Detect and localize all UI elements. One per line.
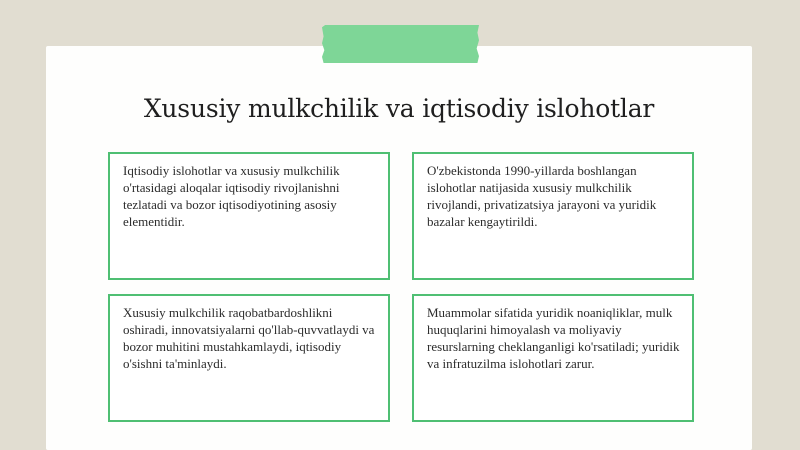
info-card-4 xyxy=(412,294,694,422)
info-card-4-text: Muammolar sifatida yuridik noaniqliklar, mulk huquqlarini himoyalash va moliyaviy resurslarning cheklanganligi ko'rsatiladi; yuridik va infratuzilma islohotlari zarur. xyxy=(427,305,680,371)
info-card-2 xyxy=(412,152,694,280)
info-card-3-text: Xususiy mulkchilik raqobatbardoshlikni oshiradi, innovatsiyalarni qo'llab-quvvatlaydi va bozor muhitini mustahkamlaydi, iqtisodiy o'sishni ta'minlaydi. xyxy=(123,305,375,371)
info-card-1 xyxy=(108,152,390,280)
info-card-2-text: O'zbekistonda 1990-yillarda boshlangan islohotlar natijasida xususiy mulkchilik rivojlandi, privatizatsiya jarayoni va yuridik bazalar kengaytirildi. xyxy=(427,163,657,229)
slide-title: Xususiy mulkchilik va iqtisodiy islohotlar xyxy=(143,94,655,123)
decorative-tape xyxy=(322,25,479,63)
info-card-1-text: Iqtisodiy islohotlar va xususiy mulkchilik o'rtasidagi aloqalar iqtisodiy rivojlanishni tezlatadi va bozor iqtisodiyotining asosiy elementidir. xyxy=(123,163,340,229)
info-card-3 xyxy=(108,294,390,422)
